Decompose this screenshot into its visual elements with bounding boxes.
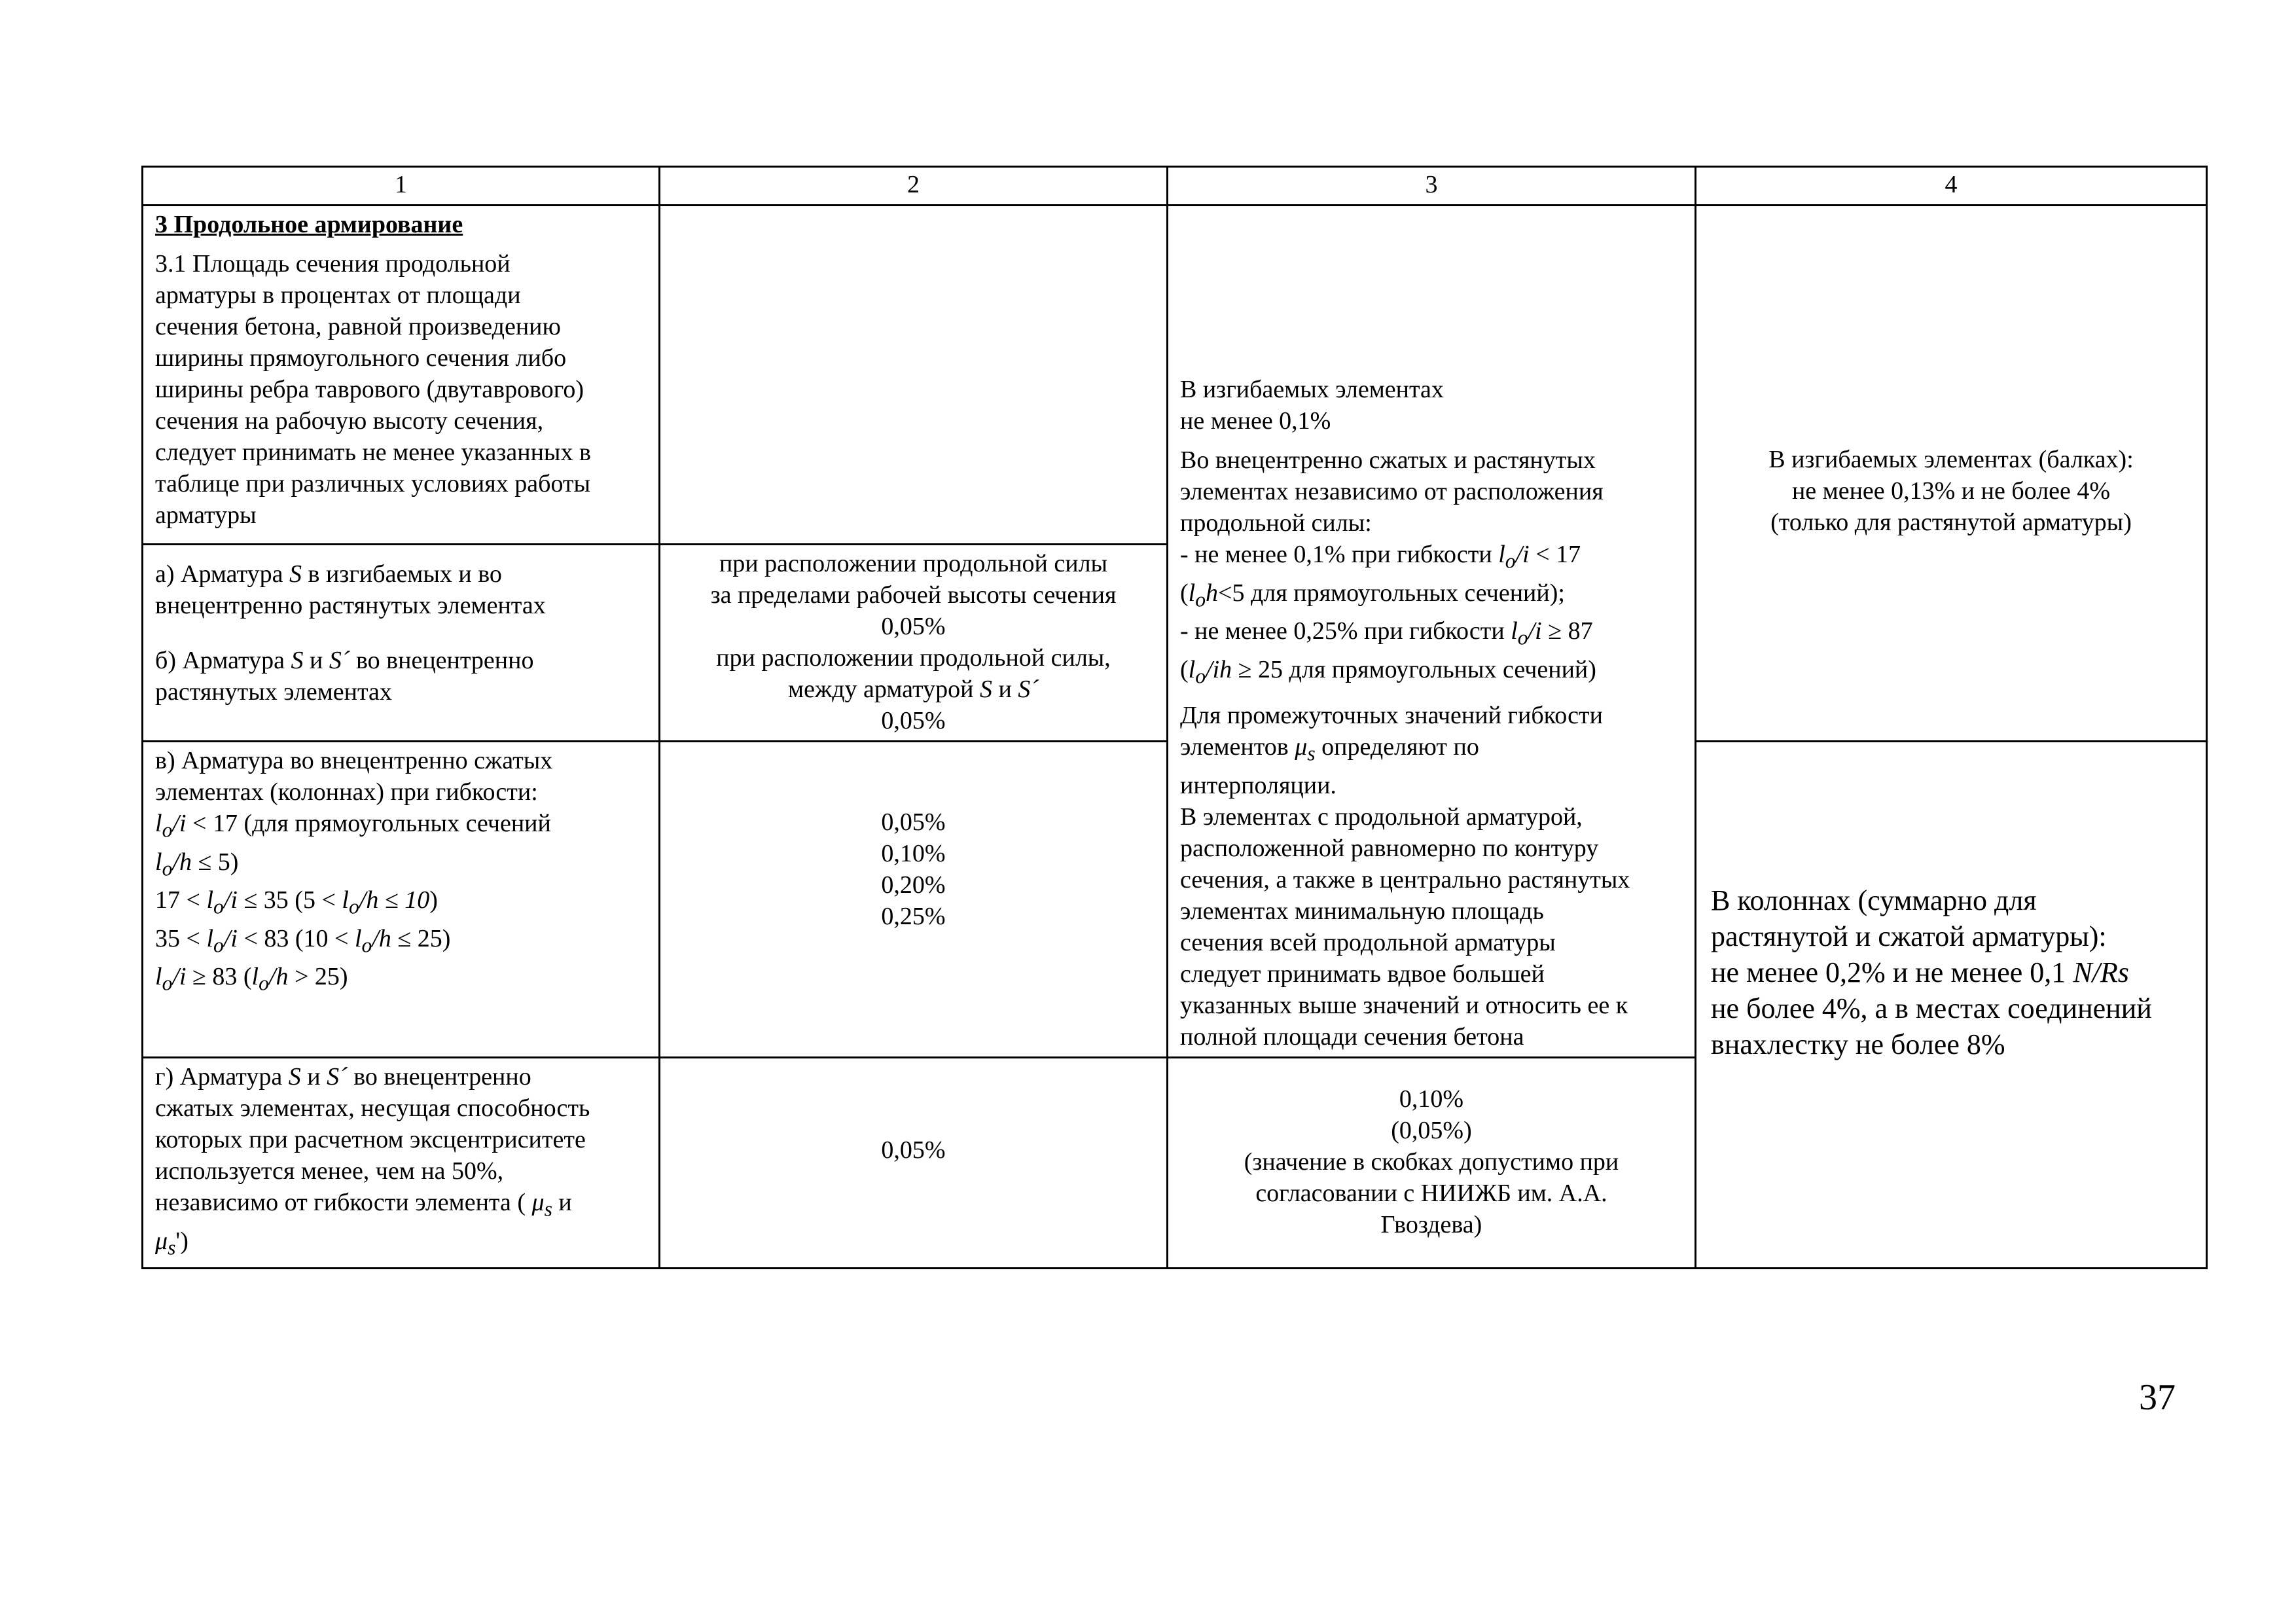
text-line: в) Арматура во внецентренно сжатых (155, 747, 553, 774)
header-cell-3: 3 (1168, 167, 1696, 206)
text-line: В колоннах (суммарно для (1711, 884, 2037, 916)
text-line: Для промежуточных значений гибкости (1180, 702, 1603, 730)
text-line: ($l_o/ih \ge 25$ для прямоугольных сечений) (1180, 655, 1596, 688)
value-text: 0,20% (881, 871, 946, 899)
text-line: $l_o/i < 17$ (для прямоугольных сечений (155, 810, 551, 842)
col4-lower-cell (1696, 742, 2207, 1269)
text-line: В элементах с продольной арматурой, (1180, 803, 1583, 831)
text-line: сечения всей продольной арматуры (1180, 928, 1556, 956)
table-header-row (143, 167, 2207, 206)
text-line: растянутых элементах (155, 678, 392, 706)
text-line: 3.1 Площадь сечения продольной (155, 250, 511, 278)
text-line: продольной силы: (1180, 509, 1372, 537)
header-cell-1: 1 (143, 167, 660, 206)
header-cell-4: 4 (1696, 167, 2207, 206)
text-line: - не менее 0,25% при гибкости $l_o/i \ge 87$ (1180, 617, 1593, 649)
section-title: 3 Продольное армирование (155, 211, 463, 238)
row-a-b-values-cell (660, 545, 1168, 742)
row-g-col3-cell (1168, 1057, 1696, 1268)
text-line: следует принимать вдвое большей (1180, 960, 1545, 988)
text-line: растянутой и сжатой арматуры): (1711, 920, 2107, 952)
text-line: (значение в скобках допустимо при (1244, 1147, 1619, 1176)
row-g-cell (143, 1057, 660, 1268)
text-line: интерполяции. (1180, 771, 1336, 799)
value-text: 0,05% (881, 808, 946, 836)
text-line: арматуры (155, 501, 257, 529)
text-line: расположенной равномерно по контуру (1180, 834, 1599, 862)
header-cell-2: 2 (660, 167, 1168, 206)
text-line: указанных выше значений и относить ее к (1180, 991, 1628, 1019)
text-line: внецентренно растянутых элементах (155, 592, 546, 619)
text-line: В изгибаемых элементах (балках): (1768, 446, 2134, 473)
text-line: между арматурой S и S´ (788, 676, 1039, 703)
row-v-cell (143, 742, 660, 1058)
value-text: 0,05% (881, 707, 946, 734)
value-text: 0,10% (1399, 1085, 1464, 1113)
col3-upper-cell (1168, 206, 1696, 1058)
row-g-value-cell (660, 1057, 1168, 1268)
text-line: следует принимать не менее указанных в (155, 439, 591, 466)
text-line: сжатых элементах, несущая способность (155, 1094, 590, 1122)
text-line: которых при расчетном эксцентриситете (155, 1125, 586, 1153)
empty-cell (660, 206, 1168, 545)
text-line: внахлестку не более 8% (1711, 1028, 2005, 1060)
value-text: 0,05% (881, 1136, 946, 1164)
text-line: $\mu_s'$) (155, 1227, 188, 1259)
text-line: при расположении продольной силы, (716, 644, 1111, 672)
text-line: независимо от гибкости элемента ( $\mu_s$ и (155, 1188, 572, 1221)
value-text: 0,25% (881, 903, 946, 930)
text-line: сечения, а также в центрально растянутых (1180, 865, 1630, 893)
text-line: $l_o/h \le 5$) (155, 848, 239, 880)
text-line: ширины прямоугольного сечения либо (155, 344, 567, 372)
text-line: а) Арматура S в изгибаемых и во (155, 560, 502, 588)
text-line: арматуры в процентах от площади (155, 281, 521, 309)
text-line: элементах независимо от расположения (1180, 478, 1604, 505)
text-line: не менее 0,1% (1180, 407, 1331, 435)
requirements-table (141, 166, 2208, 1269)
text-line: (только для растянутой арматуры) (1770, 509, 2132, 536)
text-line: г) Арматура S и S´ во внецентренно (155, 1062, 531, 1091)
text-line: за пределами рабочей высоты сечения (710, 581, 1117, 609)
text-line: $l_o/i \ge 83$ $(l_o/h > 25)$ (155, 963, 348, 995)
text-line: б) Арматура S и S´ во внецентренно (155, 647, 534, 674)
text-line: не менее 0,2% и не менее 0,1 N/Rs (1711, 956, 2129, 988)
text-line: $17 < l_o/i \le 35$ $(5 < l_o/h \le 10)$ (155, 886, 438, 918)
text-line: Во внецентренно сжатых и растянутых (1180, 446, 1596, 474)
text-line: сечения на рабочую высоту сечения, (155, 407, 544, 435)
section-cell (143, 206, 660, 545)
row-a-b-cell (143, 545, 660, 742)
text-line: используется менее, чем на 50%, (155, 1157, 504, 1185)
value-text: (0,05%) (1391, 1116, 1472, 1144)
text-line: ширины ребра таврового (двутаврового) (155, 376, 584, 403)
text-line: ($l_oh<5$ для прямоугольных сечений); (1180, 579, 1565, 611)
table-row (143, 206, 2207, 545)
text-line: не более 4%, а в местах соединений (1711, 992, 2152, 1024)
text-line: Гвоздева) (1380, 1210, 1482, 1238)
text-line: сечения бетона, равной произведению (155, 313, 561, 340)
text-line: элементов $\mu_s$ определяют по (1180, 733, 1479, 765)
text-line: элементах (колоннах) при гибкости: (155, 778, 538, 806)
text-line: - не менее 0,1% при гибкости $l_o/i < 17$ (1180, 541, 1581, 573)
text-line: $35 < l_o/i < 83$ $(10 < l_o/h \le 25)$ (155, 924, 451, 957)
text-line: таблице при различных условиях работы (155, 470, 591, 497)
text-line: В изгибаемых элементах (1180, 376, 1444, 403)
row-v-values-cell (660, 742, 1168, 1058)
text-line: элементах минимальную площадь (1180, 897, 1544, 925)
text-line: не менее 0,13% и не более 4% (1791, 477, 2111, 505)
text-line: полной площади сечения бетона (1180, 1022, 1524, 1051)
page-number: 37 (2139, 1377, 2176, 1418)
value-text: 0,05% (881, 613, 946, 640)
text-line: согласовании с НИИЖБ им. А.А. (1255, 1179, 1607, 1207)
text-line: при расположении продольной силы (719, 550, 1108, 577)
value-text: 0,10% (881, 840, 946, 867)
col4-upper-cell (1696, 206, 2207, 742)
